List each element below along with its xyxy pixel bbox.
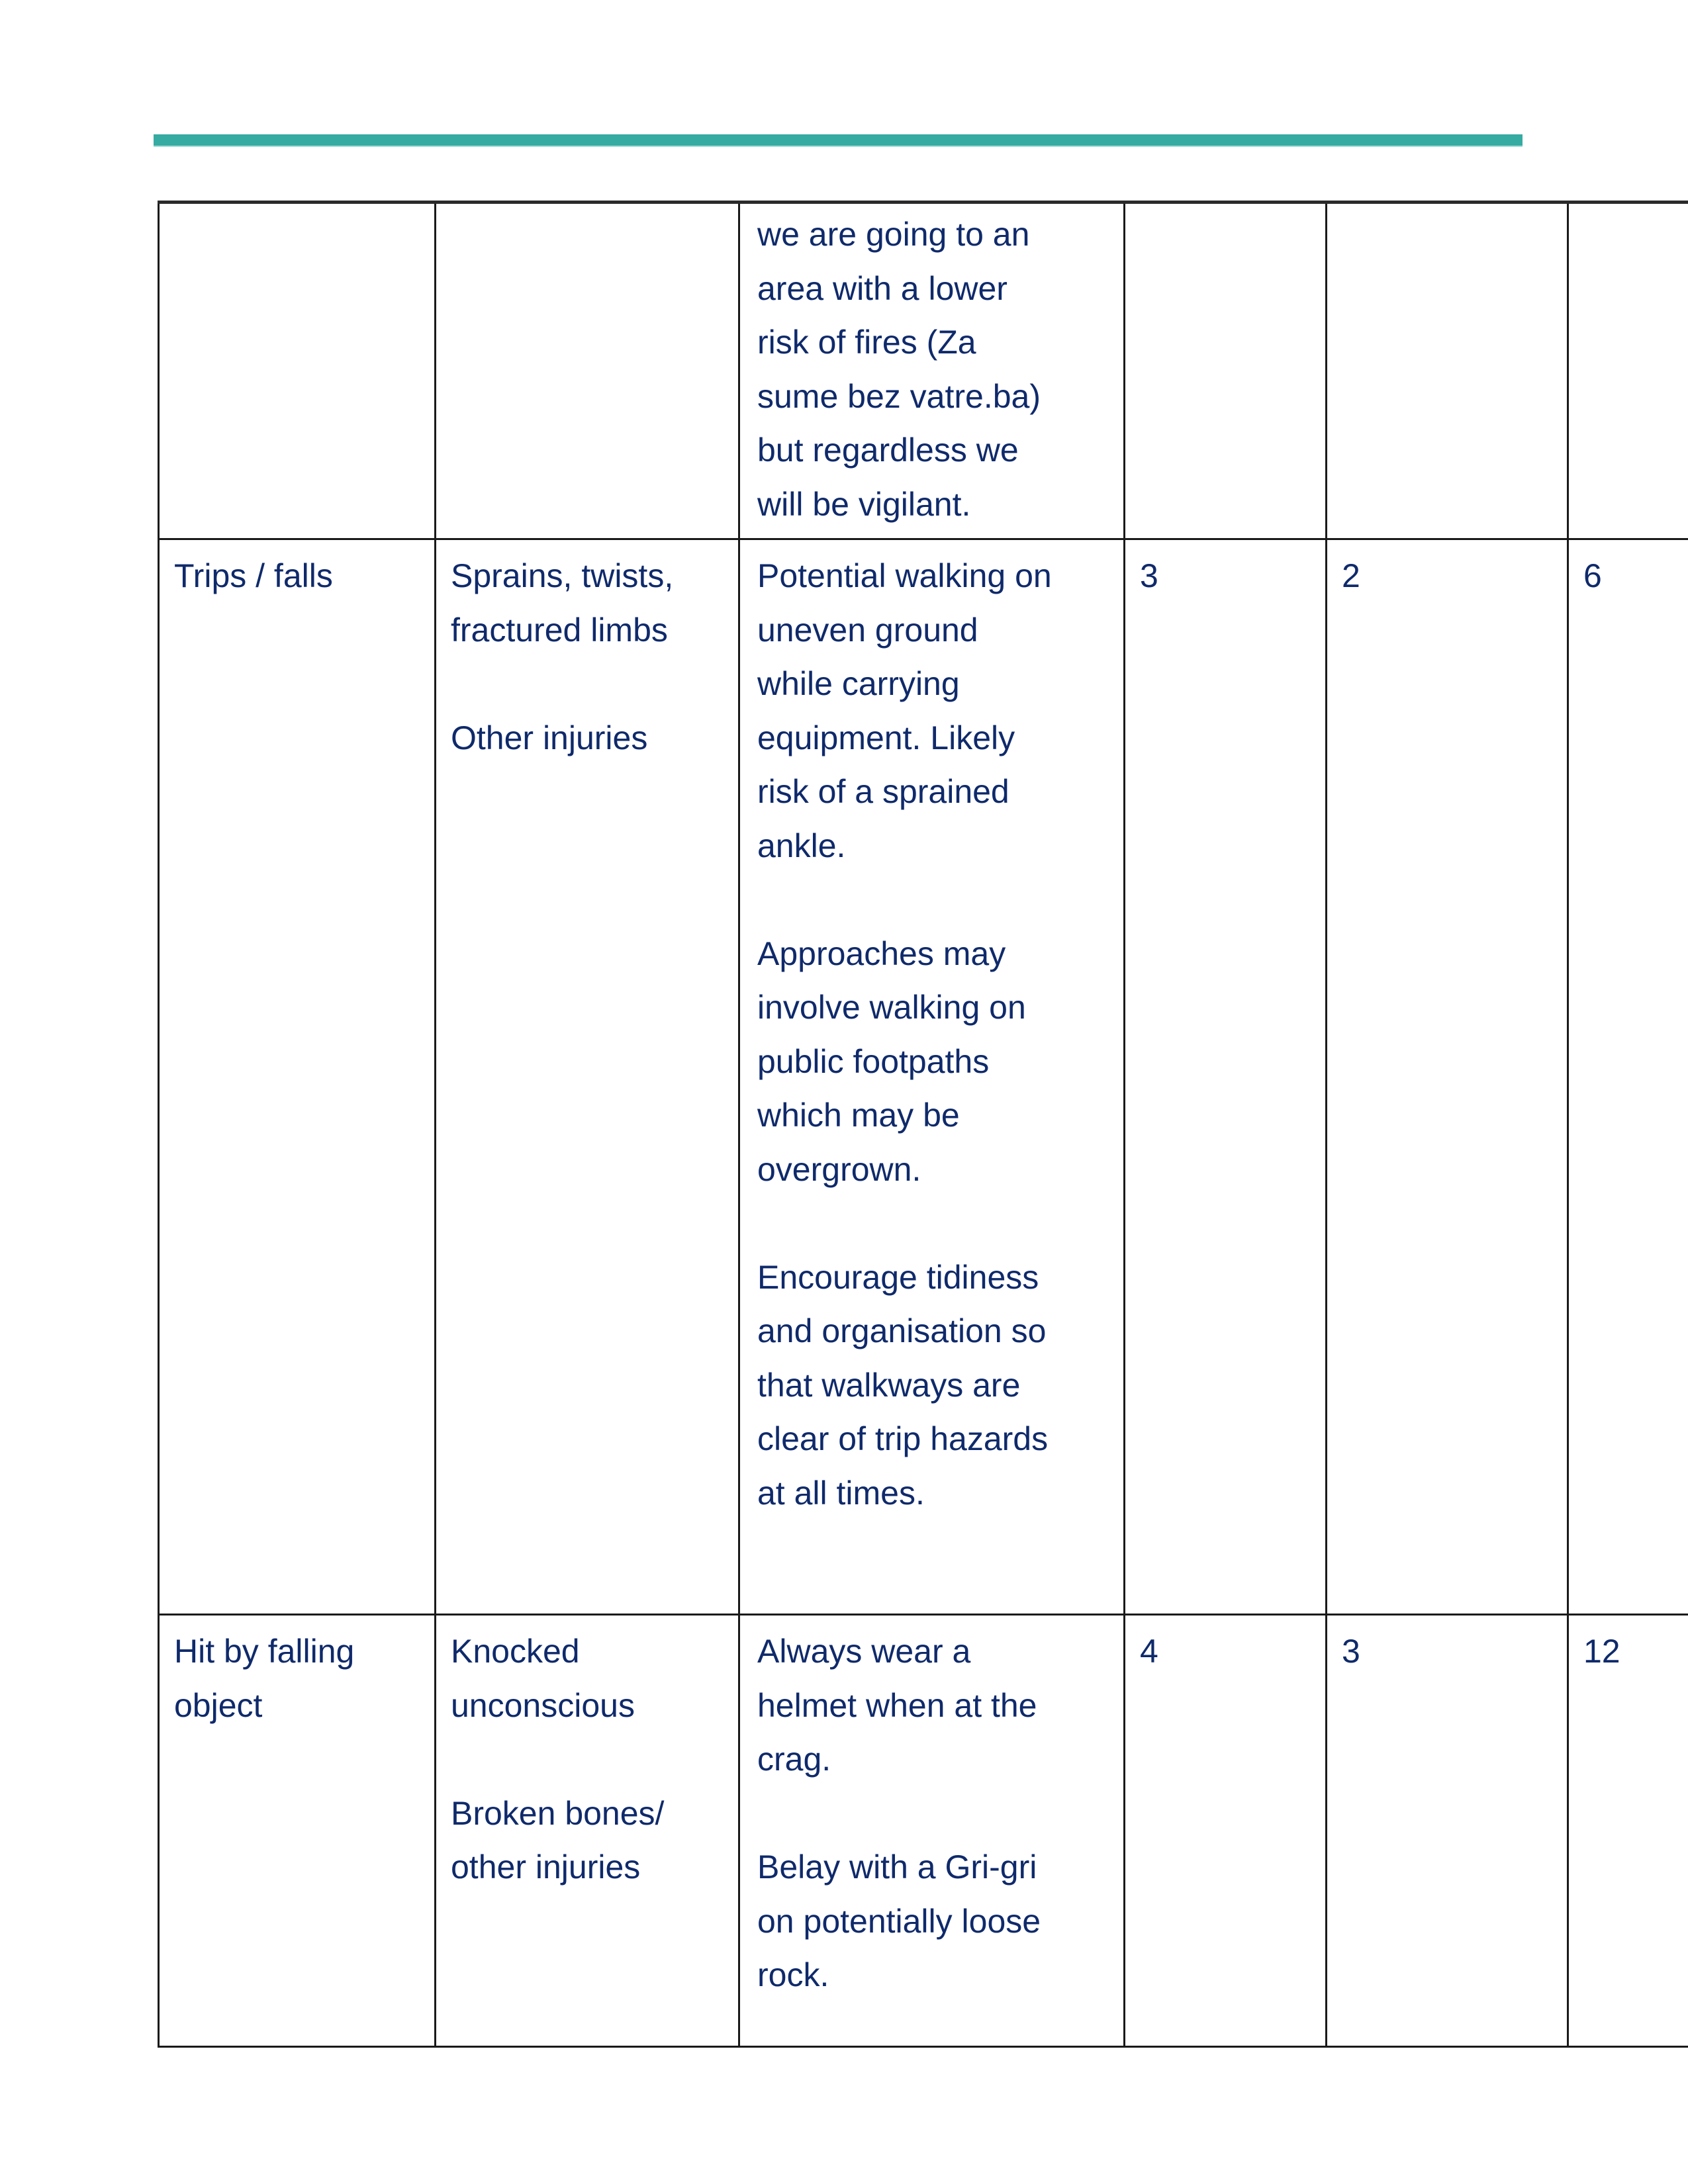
controls-cell: [739, 539, 1125, 1615]
harm-text: Knocked unconscious: [451, 1633, 635, 1724]
hazard-cell: [159, 1615, 436, 2047]
control-text: Potential walking on uneven ground while carrying equipment. Likely risk of a sprained ankle.: [757, 557, 1052, 864]
hazard-cell: [159, 539, 436, 1615]
likelihood-value: 3: [1342, 1633, 1360, 1670]
header-accent-bar: [154, 134, 1523, 146]
controls-cell: [739, 1615, 1125, 2047]
risk-cell: [1568, 1615, 1688, 2047]
paragraph-gap: [451, 1733, 724, 1787]
controls-cell: [739, 203, 1125, 539]
control-text: Belay with a Gri-gri on potentially loose rock.: [757, 1848, 1041, 1993]
harm-text: Other injuries: [451, 719, 648, 756]
paragraph-gap: [757, 1197, 1109, 1251]
paragraph-gap: [451, 657, 724, 711]
table-row: [159, 539, 1688, 1615]
risk-cell: [1568, 539, 1688, 1615]
hazard-cell: [159, 203, 436, 539]
paragraph-gap: [757, 873, 1109, 927]
harm-cell: [436, 1615, 739, 2047]
table-row: [159, 203, 1688, 539]
harm-text: Sprains, twists, fractured limbs: [451, 557, 674, 649]
severity-cell: [1125, 1615, 1327, 2047]
control-text: Always wear a helmet when at the crag.: [757, 1633, 1037, 1778]
harm-text: Broken bones/ other injuries: [451, 1794, 665, 1886]
risk-assessment-table: [158, 201, 1688, 2048]
likelihood-value: 2: [1342, 557, 1360, 594]
risk-value: 12: [1583, 1633, 1620, 1670]
risk-cell: [1568, 203, 1688, 539]
hazard-text: Trips / falls: [174, 557, 333, 594]
likelihood-cell: [1327, 1615, 1568, 2047]
harm-cell: [436, 203, 739, 539]
severity-value: 3: [1140, 557, 1158, 594]
table-row: [159, 1615, 1688, 2047]
control-text: we are going to an area with a lower risk of fires (Za sume bez vatre.ba) but regardless we will be vigilant.: [757, 216, 1041, 523]
risk-value: 6: [1583, 557, 1602, 594]
likelihood-cell: [1327, 539, 1568, 1615]
harm-cell: [436, 539, 739, 1615]
control-text: Encourage tidiness and organisation so that walkways are clear of trip hazards at all times.: [757, 1258, 1049, 1512]
paragraph-gap: [757, 1787, 1109, 1841]
severity-cell: [1125, 539, 1327, 1615]
control-text: Approaches may involve walking on public footpaths which may be overgrown.: [757, 934, 1026, 1188]
hazard-text: Hit by falling object: [174, 1633, 355, 1724]
header-accent-underline: [154, 146, 1523, 147]
severity-cell: [1125, 203, 1327, 539]
likelihood-cell: [1327, 203, 1568, 539]
severity-value: 4: [1140, 1633, 1158, 1670]
